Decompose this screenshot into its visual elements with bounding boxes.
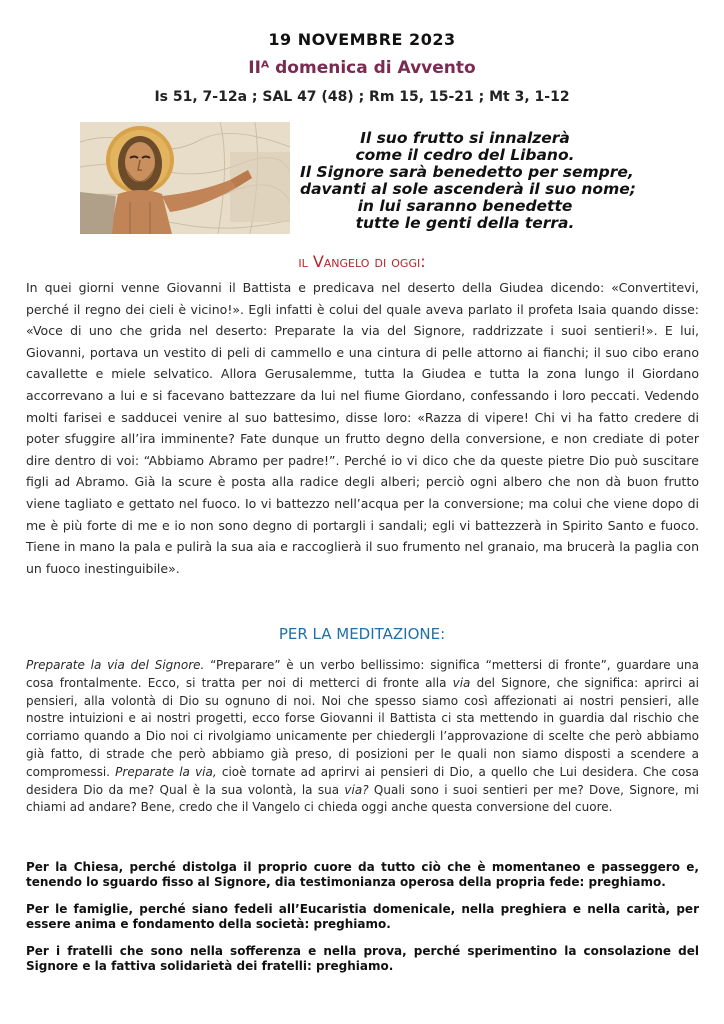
prayer-intention: Per i fratelli che sono nella sofferenza e nella prova, perché sperimentino la consolazione del Signore e la fattiva solidarietà dei fratelli: preghiamo.: [26, 944, 699, 973]
quote-line: Il Signore sarà benedetto per sempre,: [300, 163, 634, 181]
meditation-text: Preparate la via del Signore. “Preparare” è un verbo bellissimo: significa “mettersi di fronte”, guardare una cosa frontalmente. Ecco, si tratta per noi di metterci di fronte alla via del Signore, che significa: aprirci ai pensieri, alla volontà di Dio su ognuno di noi. Noi che spesso siamo così affezionati ai nostri pensieri, alle nostre intuizioni e ai nostri progetti, ecco forse Giovanni il Battista ci sta mettendo in guardia dal rischio che corriamo quando a Dio noi ci rivolgiamo unicamente per chiedergli l’approvazione di scelte che però abbiamo già fatto, di strade che però abbiamo già preso, di posizioni per le quali non siamo disposti a scendere a compromessi. Preparate la via, cioè tornate ad aprirvi ai pensieri di Dio, a quello che Lui desidera. Che cosa desidera Dio da me? Qual è la sua volontà, la sua via? Quali sono i suoi sentieri per me? Dove, Signore, mi chiami ad andare? Bene, credo che il Vangelo ci chieda oggi anche questa conversione del cuore.: [26, 658, 700, 815]
gospel-text: In quei giorni venne Giovanni il Battista e predicava nel deserto della Giudea dicendo: «Convertitevi, perché il regno dei cieli è vicino!». Egli infatti è colui del quale aveva parlato il profeta Isaia quando disse: «Voce di uno che grida nel deserto: Preparate la via del Signore, raddrizzate i suoi sentieri!». E lui, Giovanni, portava un vestito di peli di cammello e una cintura di pelle attorno ai fianchi; il suo cibo erano cavallette e miele selvatico. Allora Gerusalemme, tutta la Giudea e tutta la zona lungo il Giordano accorrevano a lui e si facevano battezzare da lui nel fiume Giordano, confessando i loro peccati. Vedendo molti farisei e sadducei venire al suo battesimo, disse loro: «Razza di vipere! Chi vi ha fatto credere di poter sfuggire all’ira imminente? Fate dunque un frutto degno della conversione, e non crediate di poter dire dentro di voi: “Abbiamo Abramo per padre!”. Perché io vi dico che da queste pietre Dio può suscitare figli ad Abramo. Già la scure è posta alla radice degli alberi; perciò ogni albero che non dà buon frutto viene tagliato e gettato nel fuoco. Io vi battezzo nell’acqua per la conversione; ma colui che viene dopo di me è più forte di me e io non sono degno di portargli i sandali; egli vi battezzerà in Spirito Santo e fuoco. Tiene in mano la pala e pulirà la sua aia e raccoglierà il suo frumento nel granaio, ma brucerà la paglia con un fuoco inestinguibile».: [26, 280, 699, 576]
quote-line: in lui saranno benedette: [357, 197, 573, 215]
quote-line: come il cedro del Libano.: [355, 146, 575, 164]
prayers-of-the-faithful: [26, 860, 699, 986]
gospel-heading: il Vangelo di oggi:: [298, 252, 426, 271]
quote-line: davanti al sole ascenderà il suo nome;: [300, 180, 636, 198]
mosaic-christ-icon: [80, 122, 290, 234]
meditation-lead: Preparate la via del Signore.: [26, 658, 205, 672]
meditation-heading: PER LA MEDITAZIONE:: [278, 625, 446, 643]
page-date: 19 NOVEMBRE 2023: [268, 30, 456, 49]
prayer-intention: Per le famiglie, perché siano fedeli all’Eucaristia domenicale, nella preghiera e nella carità, per essere anima e fondamento della società: preghiamo.: [26, 902, 699, 931]
prayer-intention: Per la Chiesa, perché distolga il proprio cuore da tutto ciò che è momentaneo e passeggero e, tenendo lo sguardo fisso al Signore, dia testimonianza operosa della propria fede: preghiamo.: [26, 860, 699, 889]
quote-line: tutte le genti della terra.: [355, 214, 575, 232]
quote-line: Il suo frutto si innalzerà: [360, 129, 570, 147]
liturgical-title: IIᴬ domenica di Avvento: [248, 58, 476, 78]
psalm-quote: [300, 129, 636, 232]
readings-reference: Is 51, 7-12a ; SAL 47 (48) ; Rm 15, 15-21 ; Mt 3, 1-12: [154, 89, 570, 105]
